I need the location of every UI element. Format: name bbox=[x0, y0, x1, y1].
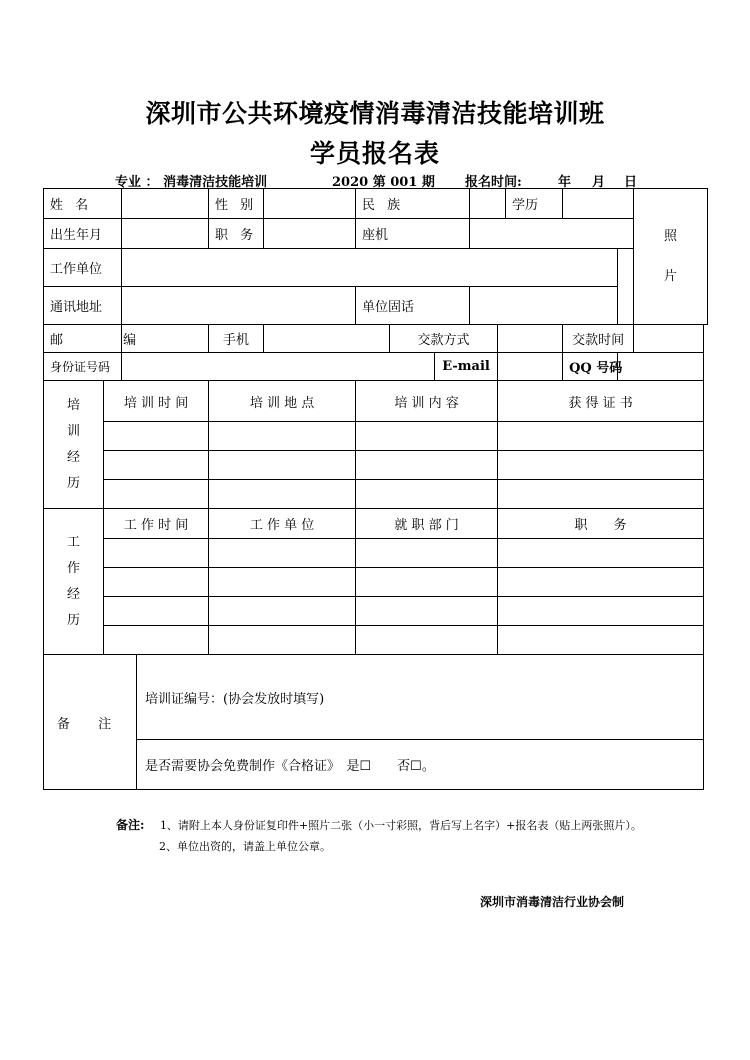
cert-number-field[interactable]: 培训证编号：(协会发放时填写) bbox=[137, 655, 704, 740]
education-field[interactable] bbox=[563, 189, 634, 219]
work-char-2: 作 bbox=[66, 560, 80, 576]
notes bbox=[116, 815, 642, 857]
training-history-label bbox=[44, 381, 104, 509]
work-char-3: 经 bbox=[66, 586, 80, 602]
page-title: 深圳市公共环境疫情消毒清洁技能培训班 bbox=[145, 99, 605, 128]
job-title-cell[interactable] bbox=[498, 626, 704, 655]
name-label: 姓 名 bbox=[44, 189, 122, 219]
ethnicity-field[interactable] bbox=[470, 189, 506, 219]
workplace-label: 工作单位 bbox=[44, 249, 122, 287]
birth-label: 出生年月 bbox=[44, 219, 122, 249]
certificate-cell[interactable] bbox=[498, 422, 704, 451]
qq-label: QQ 号码 bbox=[563, 353, 618, 381]
department-cell[interactable] bbox=[356, 626, 498, 655]
certificate-header: 获 得 证 书 bbox=[498, 381, 704, 422]
training-char-4: 历 bbox=[66, 475, 80, 491]
note-line-1: 1、请附上本人身份证复印件+照片二张（小一寸彩照，背后写上名字）+报名表（贴上两张照片）。 bbox=[159, 819, 642, 832]
training-char-3: 经 bbox=[66, 449, 80, 465]
work-unit-cell[interactable] bbox=[209, 597, 356, 626]
training-place-cell[interactable] bbox=[209, 480, 356, 509]
work-unit-cell[interactable] bbox=[209, 626, 356, 655]
work-history-label bbox=[44, 509, 104, 655]
photo-label-2: 片 bbox=[664, 268, 678, 284]
work-time-cell[interactable] bbox=[104, 626, 209, 655]
work-char-1: 工 bbox=[66, 534, 80, 550]
address-label: 通讯地址 bbox=[44, 287, 122, 325]
job-title-cell[interactable] bbox=[498, 597, 704, 626]
department-cell[interactable] bbox=[356, 539, 498, 568]
page-subtitle: 学员报名表 bbox=[309, 139, 440, 168]
photo-box[interactable] bbox=[634, 189, 708, 325]
training-place-cell[interactable] bbox=[209, 422, 356, 451]
ethnicity-label: 民 族 bbox=[356, 189, 470, 219]
major-label: 专业 ： bbox=[115, 175, 159, 190]
position-label: 职 务 bbox=[209, 219, 264, 249]
job-title-cell[interactable] bbox=[498, 568, 704, 597]
qq-field[interactable] bbox=[618, 353, 704, 381]
gender-field[interactable] bbox=[264, 189, 356, 219]
work-time-cell[interactable] bbox=[104, 597, 209, 626]
job-title-header: 职 务 bbox=[498, 509, 704, 539]
unit-phone-field[interactable] bbox=[470, 287, 618, 325]
notes-label: 备注: bbox=[116, 818, 145, 832]
address-field[interactable] bbox=[122, 287, 356, 325]
work-unit-header: 工 作 单 位 bbox=[209, 509, 356, 539]
payment-time-label: 交款时间 bbox=[563, 325, 634, 353]
training-place-header: 培 训 地 点 bbox=[209, 381, 356, 422]
certificate-cell[interactable] bbox=[498, 451, 704, 480]
training-place-cell[interactable] bbox=[209, 451, 356, 480]
landline-label: 座机 bbox=[356, 219, 470, 249]
email-field[interactable] bbox=[498, 353, 563, 381]
department-cell[interactable] bbox=[356, 597, 498, 626]
work-unit-cell[interactable] bbox=[209, 568, 356, 597]
birth-field[interactable] bbox=[122, 219, 209, 249]
payment-method-field[interactable] bbox=[498, 325, 563, 353]
training-time-cell[interactable] bbox=[104, 451, 209, 480]
work-time-cell[interactable] bbox=[104, 539, 209, 568]
year-label: 年 bbox=[558, 175, 572, 190]
registration-form bbox=[43, 188, 708, 790]
department-cell[interactable] bbox=[356, 568, 498, 597]
need-certificate-field[interactable]: 是否需要协会免费制作《合格证》 是☐ 否☐。 bbox=[137, 740, 704, 790]
department-header: 就 职 部 门 bbox=[356, 509, 498, 539]
payment-method-label: 交款方式 bbox=[390, 325, 498, 353]
name-field[interactable] bbox=[122, 189, 209, 219]
payment-time-field[interactable] bbox=[634, 325, 704, 353]
remarks-label: 备 注 bbox=[44, 655, 137, 790]
training-content-cell[interactable] bbox=[356, 480, 498, 509]
gender-label: 性 别 bbox=[209, 189, 264, 219]
session-number: 2020 第 001 期 bbox=[332, 175, 435, 190]
note-line-2: 2、单位出资的，请盖上单位公章。 bbox=[159, 840, 331, 853]
training-char-2: 训 bbox=[66, 423, 80, 439]
day-label: 日 bbox=[624, 175, 638, 190]
training-time-cell[interactable] bbox=[104, 480, 209, 509]
postcode-label: 邮 编 bbox=[44, 325, 122, 353]
work-unit-cell[interactable] bbox=[209, 539, 356, 568]
training-time-header: 培 训 时 间 bbox=[104, 381, 209, 422]
training-content-cell[interactable] bbox=[356, 451, 498, 480]
work-char-4: 历 bbox=[66, 612, 80, 628]
photo-label-1: 照 bbox=[664, 228, 678, 244]
education-label: 学历 bbox=[506, 189, 563, 219]
id-number-field[interactable] bbox=[122, 353, 435, 381]
issuing-organization: 深圳市消毒清洁行业协会制 bbox=[480, 895, 625, 909]
work-time-header: 工 作 时 间 bbox=[104, 509, 209, 539]
training-content-header: 培 训 内 容 bbox=[356, 381, 498, 422]
job-title-cell[interactable] bbox=[498, 539, 704, 568]
mobile-field[interactable] bbox=[264, 325, 390, 353]
certificate-cell[interactable] bbox=[498, 480, 704, 509]
workplace-field[interactable] bbox=[122, 249, 618, 287]
landline-field[interactable] bbox=[470, 219, 634, 249]
major-value: 消毒清洁技能培训 bbox=[163, 175, 268, 190]
training-content-cell[interactable] bbox=[356, 422, 498, 451]
month-label: 月 bbox=[592, 175, 606, 190]
unit-phone-label: 单位固话 bbox=[356, 287, 470, 325]
email-label: E-mail bbox=[435, 353, 498, 381]
mobile-label: 手机 bbox=[209, 325, 264, 353]
training-time-cell[interactable] bbox=[104, 422, 209, 451]
work-time-cell[interactable] bbox=[104, 568, 209, 597]
training-char-1: 培 bbox=[66, 397, 80, 413]
position-field[interactable] bbox=[264, 219, 356, 249]
reg-time-label: 报名时间: bbox=[465, 175, 522, 190]
id-number-label: 身份证号码 bbox=[44, 353, 122, 381]
